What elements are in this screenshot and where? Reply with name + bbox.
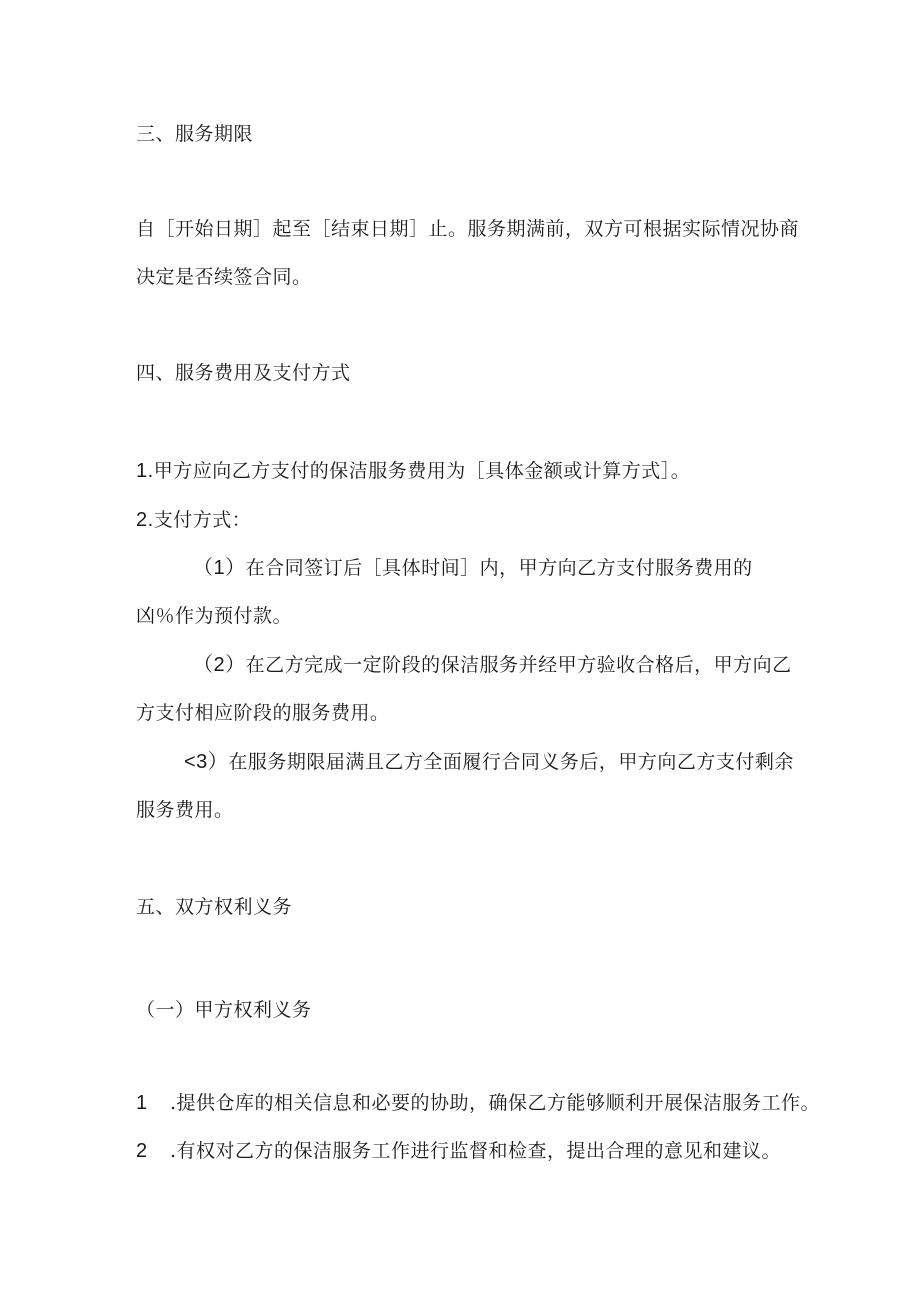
section-5-item-2: [136, 1139, 781, 1163]
section-3-heading: 三、服务期限: [136, 123, 254, 145]
payment-sub-3-line-2: 服务费用。: [136, 799, 234, 821]
item-number: 1: [136, 1092, 148, 1114]
payment-sub-1-line-2: 凶％作为预付款。: [136, 605, 293, 627]
sub-item-number: （1）: [193, 557, 246, 579]
payment-sub-2-line-1: [193, 653, 792, 677]
section-4-item-2: [136, 508, 251, 532]
payment-sub-2-line-2: 方支付相应阶段的服务费用。: [136, 702, 390, 724]
section-4-heading: 四、服务费用及支付方式: [136, 362, 351, 384]
section-5-subheading: （一）甲方权利义务: [136, 999, 312, 1021]
item-text: .有权对乙方的保洁服务工作进行监督和检查，提出合理的意见和建议。: [170, 1140, 782, 1162]
section-4-item-1: [136, 459, 690, 483]
payment-sub-3-line-1: [184, 750, 794, 774]
payment-sub-1-line-1: [193, 556, 753, 580]
sub-item-text: 在乙方完成一定阶段的保洁服务并经甲方验收合格后，甲方向乙: [245, 654, 792, 676]
section-5-heading: 五、双方权利义务: [136, 896, 293, 918]
section-5-item-1: [136, 1091, 820, 1115]
sub-item-text: 在服务期限届满且乙方全面履行合同义务后，甲方向乙方支付剩余: [228, 751, 794, 773]
item-text: .提供仓库的相关信息和必要的协助，确保乙方能够顺利开展保洁服务工作。: [170, 1092, 821, 1114]
sub-item-number: （2）: [193, 654, 246, 676]
sub-item-number: <3）: [184, 751, 229, 773]
section-3-paragraph-line-2: 决定是否续签合同。: [136, 266, 312, 288]
section-3-paragraph-line-1: 自［开始日期］起至［结束日期］止。服务期满前，双方可根据实际情况协商: [136, 218, 800, 240]
item-text: 支付方式：: [153, 509, 252, 531]
item-text: 甲方应向乙方支付的保洁服务费用为［具体金额或计算方式］。: [153, 460, 691, 482]
item-number: 2.: [136, 509, 154, 531]
sub-item-text: 在合同签订后［具体时间］内，甲方向乙方支付服务费用的: [245, 557, 753, 579]
item-number: 2: [136, 1140, 148, 1162]
item-number: 1.: [136, 460, 154, 482]
